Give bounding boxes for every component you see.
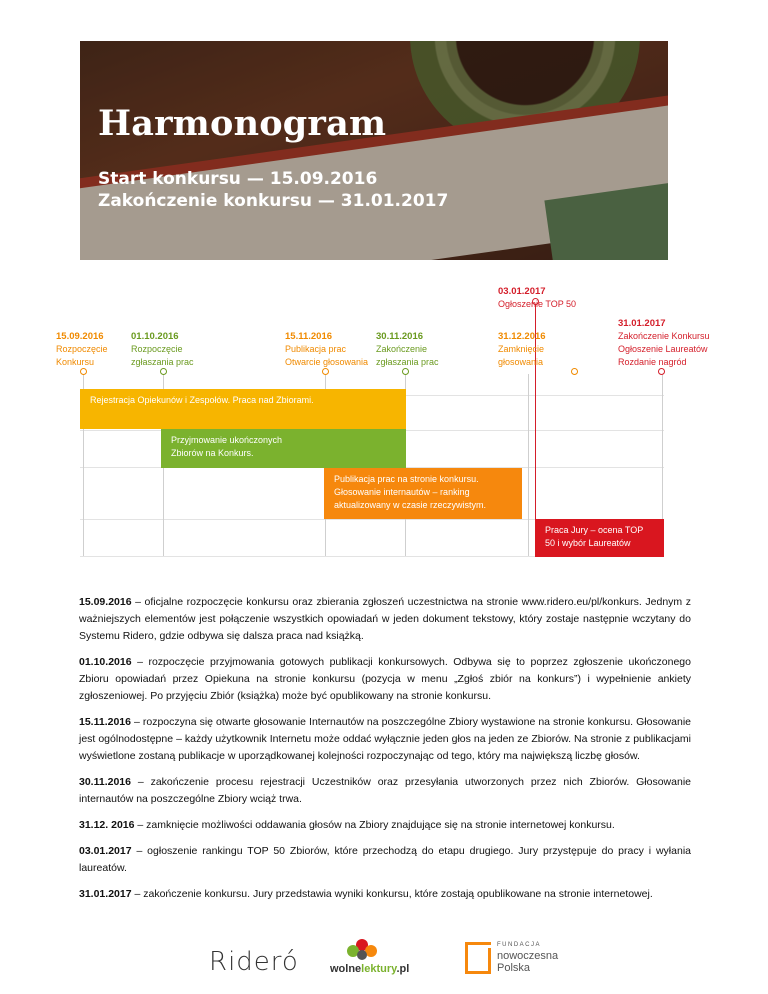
paragraph: 03.01.2017 – ogłoszenie rankingu TOP 50 Zbiorów, które przechodzą do etapu drugiego. Jury przystępuje do pracy i wyłania laureatów. — [79, 845, 691, 874]
milestone-label: 01.10.2016 Rozpoczęcie zgłaszania prac — [131, 331, 194, 367]
milestone-label: 15.11.2016 Publikacja prac Otwarcie głosowania — [285, 331, 369, 367]
milestone-label: 03.01.2017 Ogłoszenie TOP 50 — [498, 286, 577, 309]
nowoczesna-polska-logo: FUNDACJA nowoczesna Polska — [465, 942, 575, 982]
paragraph: 15.11.2016 – rozpoczyna się otwarte głosowanie Internautów na poszczególne Zbiory wystawione na stronie konkursu. Głosowanie jest ogólnodostępne – każdy użytkownik Internetu może oddać wyłącznie jeden głos na jeden ze Zbiorów. Na stronie z publikacjami wyświetlone zostaną publikacje w uporządkowanej kolejności rozpoczynając od tego, który ma największą liczbę głosów. — [79, 716, 691, 762]
flower-icon — [342, 937, 382, 965]
start-date: Start konkursu — 15.09.2016 — [98, 169, 378, 189]
milestone-dot — [80, 368, 87, 375]
paragraph: 01.10.2016 – rozpoczęcie przyjmowania gotowych publikacji konkursowych. Odbywa się to poprzez zgłoszenie ukończonego Zbioru opowiadań przez Opiekuna na stronie konkursu (pozycja w menu „Zgłoś zbiór na konkurs”) i wypełnienie ankiety zgłoszeniowej. Po przyjęciu Zbiór (książka) może być opublikowany na stronie konkursu. — [79, 656, 691, 702]
milestone-dot — [571, 368, 578, 375]
page-title: Harmonogram — [98, 103, 387, 144]
milestone-label: 30.11.2016 Zakończenie zgłaszania prac — [376, 331, 439, 367]
phase-bar-jury: Praca Jury – ocena TOP 50 i wybór Laureatów — [535, 519, 664, 557]
phase-bar-submission: Przyjmowanie ukończonych Zbiorów na Konkurs. — [161, 429, 406, 468]
paragraph: 31.12. 2016 – zamknięcie możliwości oddawania głosów na Zbiory znajdujące się na stronie internetowej konkursu. — [79, 819, 615, 831]
schedule-description — [79, 594, 691, 912]
paragraph: 30.11.2016 – zakończenie procesu rejestracji Uczestników oraz przesyłania utworzonych przez nich Zbiorów. Głosowanie internautów na poszczególne Zbiory wciąż trwa. — [79, 776, 691, 805]
end-date: Zakończenie konkursu — 31.01.2017 — [98, 191, 449, 211]
milestone-label: 15.09.2016 Rozpoczęcie Konkursu — [56, 331, 108, 367]
milestone-dot — [160, 368, 167, 375]
ridero-logo: Rideró — [209, 947, 299, 977]
paragraph: 15.09.2016 – oficjalne rozpoczęcie konkursu oraz zbierania zgłoszeń uczestnictwa na stronie www.ridero.eu/pl/konkurs. Jednym z ważniejszych elementów jest połączenie wszystkich opowiadań w jeden dokument tekstowy, który zostaje następnie wczytany do Systemu Ridero, gdzie odbywa się dalsza praca nad książką. — [79, 596, 691, 642]
milestone-label: 31.12.2016 Zamknięcie głosowania — [498, 331, 546, 367]
milestone-dot — [322, 368, 329, 375]
milestone-label: 31.01.2017 Zakończenie Konkursu Ogłoszenie Laureatów Rozdanie nagród — [618, 318, 710, 367]
milestone-dot — [402, 368, 409, 375]
phase-bar-registration: Rejestracja Opiekunów i Zespołów. Praca nad Zbiorami. — [80, 389, 406, 429]
wolnelektury-logo: wolnelektury.pl — [330, 937, 430, 987]
paragraph: 31.01.2017 – zakończenie konkursu. Jury przedstawia wyniki konkursu, które zostają opublikowane na stronie internetowej. — [79, 888, 653, 900]
phase-bar-voting: Publikacja prac na stronie konkursu. Głosowanie internautów – ranking aktualizowany w czasie rzeczywistym. — [324, 468, 522, 519]
milestone-dot — [658, 368, 665, 375]
